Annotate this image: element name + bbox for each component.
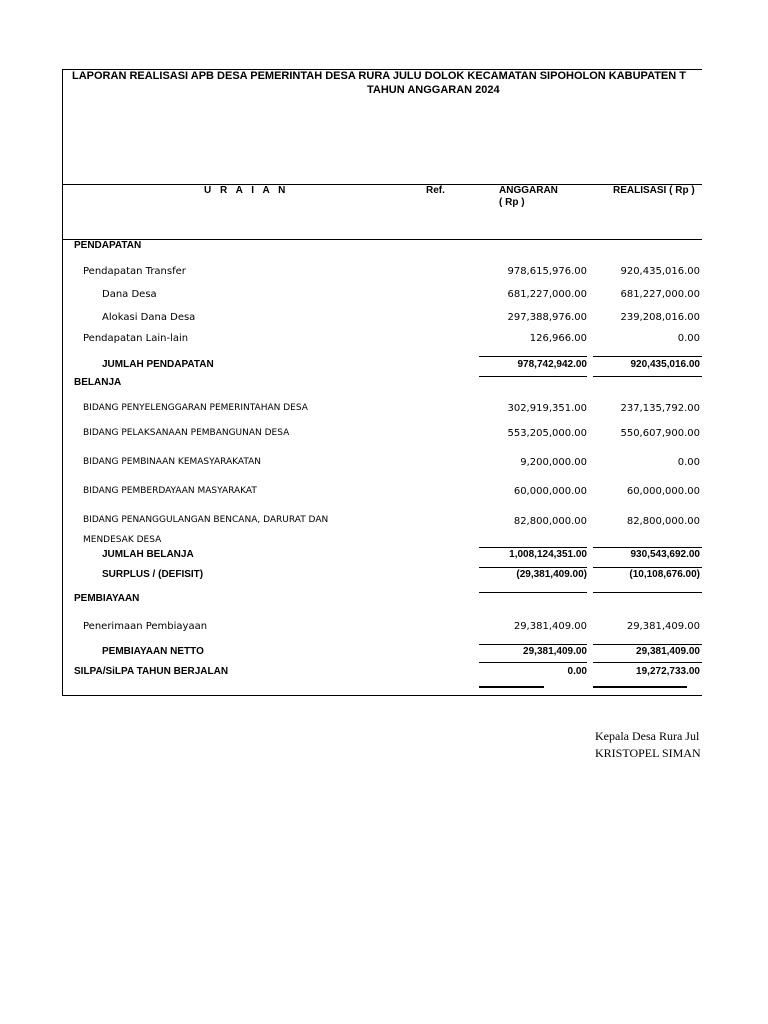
- subtotal-rule-belanja-anggaran: [479, 547, 587, 548]
- subtotal-rule-realisasi: [593, 356, 702, 357]
- section-heading-belanja: BELANJA: [74, 377, 122, 388]
- header-top-rule: [62, 184, 702, 185]
- realisasi-bidang-pemerintahan: 237,135,792.00: [620, 403, 700, 414]
- signature-name: KRISTOPEL SIMAN: [595, 746, 701, 760]
- anggaran-jumlah-belanja: 1,008,124,351.00: [509, 549, 587, 560]
- realisasi-dana-desa: 681,227,000.00: [620, 289, 700, 300]
- realisasi-pendapatan-transfer: 920,435,016.00: [620, 266, 700, 277]
- column-header-anggaran-unit: ( Rp ): [499, 197, 525, 208]
- anggaran-pembiayaan-netto: 29,381,409.00: [523, 646, 587, 657]
- anggaran-bidang-bencana: 82,800,000.00: [513, 516, 587, 527]
- silpa-double-rule-anggaran: [479, 686, 544, 688]
- surplus-top-rule-realisasi: [593, 567, 702, 568]
- row-label-bidang-bencana: BIDANG PENANGGULANGAN BENCANA, DARURAT DAN: [83, 515, 329, 525]
- row-label-pendapatan-lain-lain: Pendapatan Lain-lain: [83, 333, 189, 344]
- signature-title: Kepala Desa Rura Jul: [595, 729, 700, 743]
- anggaran-pendapatan-transfer: 978,615,976.00: [507, 266, 587, 277]
- silpa-top-rule-realisasi: [593, 662, 702, 663]
- anggaran-silpa: 0.00: [567, 666, 587, 677]
- realisasi-bidang-pembangunan: 550,607,900.00: [620, 428, 700, 439]
- row-label-bidang-pembinaan: BIDANG PEMBINAAN KEMASYARAKATAN: [83, 457, 262, 467]
- realisasi-bidang-pembinaan: 0.00: [677, 457, 700, 468]
- silpa-double-rule-realisasi: [593, 686, 687, 688]
- realisasi-jumlah-pendapatan: 920,435,016.00: [630, 359, 700, 370]
- frame-bottom-border: [62, 695, 702, 696]
- row-label-dana-desa: Dana Desa: [102, 289, 157, 300]
- report-title: LAPORAN REALISASI APB DESA PEMERINTAH DESA RURA JULU DOLOK KECAMATAN SIPOHOLON KABUPATEN T: [72, 70, 686, 82]
- row-label-bidang-pembangunan: BIDANG PELAKSANAAN PEMBANGUNAN DESA: [83, 428, 290, 438]
- anggaran-surplus-defisit: (29,381,409.00): [516, 569, 587, 580]
- anggaran-bidang-pembinaan: 9,200,000.00: [520, 457, 587, 468]
- row-label-pembiayaan-netto: PEMBIAYAAN NETTO: [102, 646, 204, 657]
- realisasi-penerimaan-pembiayaan: 29,381,409.00: [626, 621, 700, 632]
- section-heading-pembiayaan: PEMBIAYAAN: [74, 593, 140, 604]
- frame-left-border: [62, 69, 63, 696]
- realisasi-pembiayaan-netto: 29,381,409.00: [636, 646, 700, 657]
- realisasi-bidang-bencana: 82,800,000.00: [626, 516, 700, 527]
- realisasi-bidang-pemberdayaan: 60,000,000.00: [626, 486, 700, 497]
- netto-rule-realisasi: [593, 644, 702, 645]
- anggaran-jumlah-pendapatan: 978,742,942.00: [517, 359, 587, 370]
- row-label-alokasi-dana-desa: Alokasi Dana Desa: [102, 312, 196, 323]
- realisasi-alokasi-dana-desa: 239,208,016.00: [620, 312, 700, 323]
- surplus-bottom-rule-realisasi: [593, 592, 702, 593]
- row-label-silpa: SILPA/SiLPA TAHUN BERJALAN: [74, 666, 229, 677]
- row-label-jumlah-belanja: JUMLAH BELANJA: [102, 549, 194, 560]
- subtotal-rule-belanja-realisasi: [593, 547, 702, 548]
- realisasi-silpa: 19,272,733.00: [636, 666, 700, 677]
- total-rule-anggaran: [479, 376, 587, 377]
- row-label-surplus-defisit: SURPLUS / (DEFISIT): [102, 569, 204, 580]
- silpa-top-rule-anggaran: [479, 662, 587, 663]
- column-header-ref: Ref.: [426, 185, 445, 196]
- row-label-bidang-bencana-line2: MENDESAK DESA: [83, 535, 162, 545]
- anggaran-bidang-pembangunan: 553,205,000.00: [507, 428, 587, 439]
- row-label-penerimaan-pembiayaan: Penerimaan Pembiayaan: [83, 621, 208, 632]
- total-rule-realisasi: [593, 376, 702, 377]
- realisasi-pendapatan-lain-lain: 0.00: [677, 333, 700, 344]
- anggaran-bidang-pemerintahan: 302,919,351.00: [507, 403, 587, 414]
- anggaran-alokasi-dana-desa: 297,388,976.00: [507, 312, 587, 323]
- surplus-bottom-rule-anggaran: [479, 592, 587, 593]
- report-subtitle: TAHUN ANGGARAN 2024: [367, 84, 500, 96]
- anggaran-penerimaan-pembiayaan: 29,381,409.00: [513, 621, 587, 632]
- column-header-realisasi: REALISASI ( Rp ): [613, 185, 695, 196]
- column-header-anggaran: ANGGARAN: [499, 185, 558, 196]
- netto-rule-anggaran: [479, 644, 587, 645]
- realisasi-jumlah-belanja: 930,543,692.00: [630, 549, 700, 560]
- row-label-jumlah-pendapatan: JUMLAH PENDAPATAN: [102, 359, 214, 370]
- anggaran-dana-desa: 681,227,000.00: [507, 289, 587, 300]
- anggaran-bidang-pemberdayaan: 60,000,000.00: [513, 486, 587, 497]
- anggaran-pendapatan-lain-lain: 126,966.00: [529, 333, 587, 344]
- row-label-bidang-pemberdayaan: BIDANG PEMBERDAYAAN MASYARAKAT: [83, 486, 257, 496]
- subtotal-rule-anggaran: [479, 356, 587, 357]
- column-header-uraian: U R A I A N: [204, 185, 289, 196]
- surplus-top-rule-anggaran: [479, 567, 587, 568]
- header-bottom-rule: [62, 239, 702, 240]
- realisasi-surplus-defisit: (10,108,676.00): [629, 569, 700, 580]
- row-label-bidang-pemerintahan: BIDANG PENYELENGGARAN PEMERINTAHAN DESA: [83, 403, 308, 413]
- section-heading-pendapatan: PENDAPATAN: [74, 240, 142, 251]
- row-label-pendapatan-transfer: Pendapatan Transfer: [83, 266, 186, 277]
